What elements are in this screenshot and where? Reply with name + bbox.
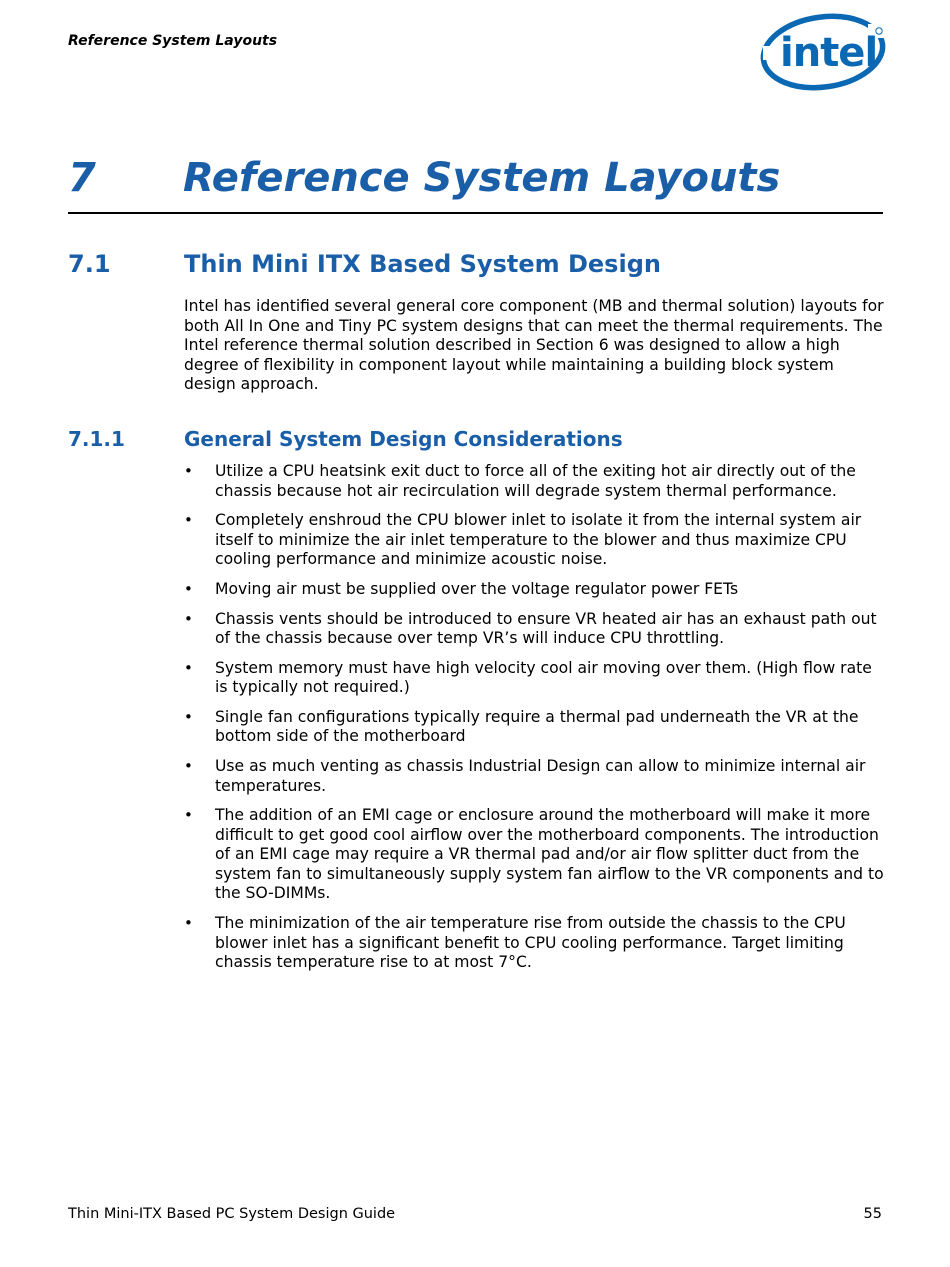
- list-item-text: Completely enshroud the CPU blower inlet to isolate it from the internal system air itself to minimize the air inlet temperature to the blower and thus maximize CPU cooling performance and minimize acoustic noise.: [215, 511, 862, 569]
- list-item-text: Use as much venting as chassis Industrial Design can allow to minimize internal air temperatures.: [215, 757, 866, 795]
- list-item: [184, 806, 884, 904]
- bullet-icon: •: [184, 757, 193, 776]
- section-7-1-paragraph: Intel has identified several general core component (MB and thermal solution) layouts for both All In One and Tiny PC system designs that can meet the thermal requirements. The Intel reference thermal solution described in Section 6 was designed to allow a high degree of flexibility in component layout while maintaining a building block system design approach.: [184, 297, 884, 393]
- bullet-icon: •: [184, 914, 193, 932]
- bullet-icon: •: [184, 511, 193, 530]
- list-item-text: The minimization of the air temperature rise from outside the chassis to the CPU blower inlet has a significant benefit to CPU cooling performance. Target limiting chassis temperature rise to at most 7°C.: [215, 914, 846, 971]
- subsection-title: General System Design Considerations: [184, 427, 623, 451]
- bullet-icon: •: [184, 609, 193, 628]
- list-item: [184, 914, 884, 973]
- list-item-text: Moving air must be supplied over the voltage regulator power FETs: [215, 579, 739, 598]
- chapter-number: 7: [68, 155, 96, 201]
- running-header-title: Reference System Layouts: [68, 33, 278, 49]
- chapter-heading: [68, 150, 883, 212]
- intel-logo: [760, 8, 890, 94]
- list-item: [184, 659, 884, 698]
- bullet-icon: •: [184, 579, 193, 598]
- section-number: 7.1: [68, 250, 111, 278]
- list-item: [184, 462, 884, 501]
- list-item: [184, 708, 884, 747]
- list-item-text: Utilize a CPU heatsink exit duct to force all of the exiting hot air directly out of the chassis because hot air recirculation will degrade system thermal performance.: [215, 462, 856, 500]
- bullet-icon: •: [184, 462, 193, 480]
- section-heading-7-1-1: [0, 427, 880, 453]
- logo-wordmark: intel: [780, 30, 878, 76]
- chapter-title: Reference System Layouts: [183, 155, 781, 201]
- footer-document-title: Thin Mini-ITX Based PC System Design Guide: [68, 1206, 396, 1222]
- list-item: [184, 580, 884, 600]
- list-item: [184, 511, 884, 570]
- bullet-icon: •: [184, 658, 193, 677]
- section-heading-7-1: [0, 250, 880, 280]
- list-item-text: The addition of an EMI cage or enclosure around the motherboard will make it more difficult to get good cool airflow over the motherboard components. The introduction of an EMI cage may require a VR thermal pad and/or air flow splitter duct from the system fan to simultaneously supply system fan airflow to the VR components and to the SO-DIMMs.: [215, 806, 884, 903]
- bullet-icon: •: [184, 707, 193, 726]
- chapter-divider: [68, 212, 883, 214]
- list-item: [184, 610, 884, 649]
- subsection-number: 7.1.1: [68, 427, 125, 451]
- list-item-text: Chassis vents should be introduced to ensure VR heated air has an exhaust path out of the chassis because over temp VR’s will induce CPU throttling.: [215, 609, 877, 648]
- list-item: [184, 757, 884, 796]
- section-title: Thin Mini ITX Based System Design: [184, 250, 661, 278]
- bullet-icon: •: [184, 806, 193, 825]
- list-item-text: Single fan configurations typically require a thermal pad underneath the VR at the bottom side of the motherboard: [215, 707, 859, 746]
- list-item-text: System memory must have high velocity cool air moving over them. (High flow rate is typically not required.): [215, 658, 872, 697]
- footer-page-number: 55: [863, 1206, 882, 1222]
- design-considerations-list: [184, 462, 884, 983]
